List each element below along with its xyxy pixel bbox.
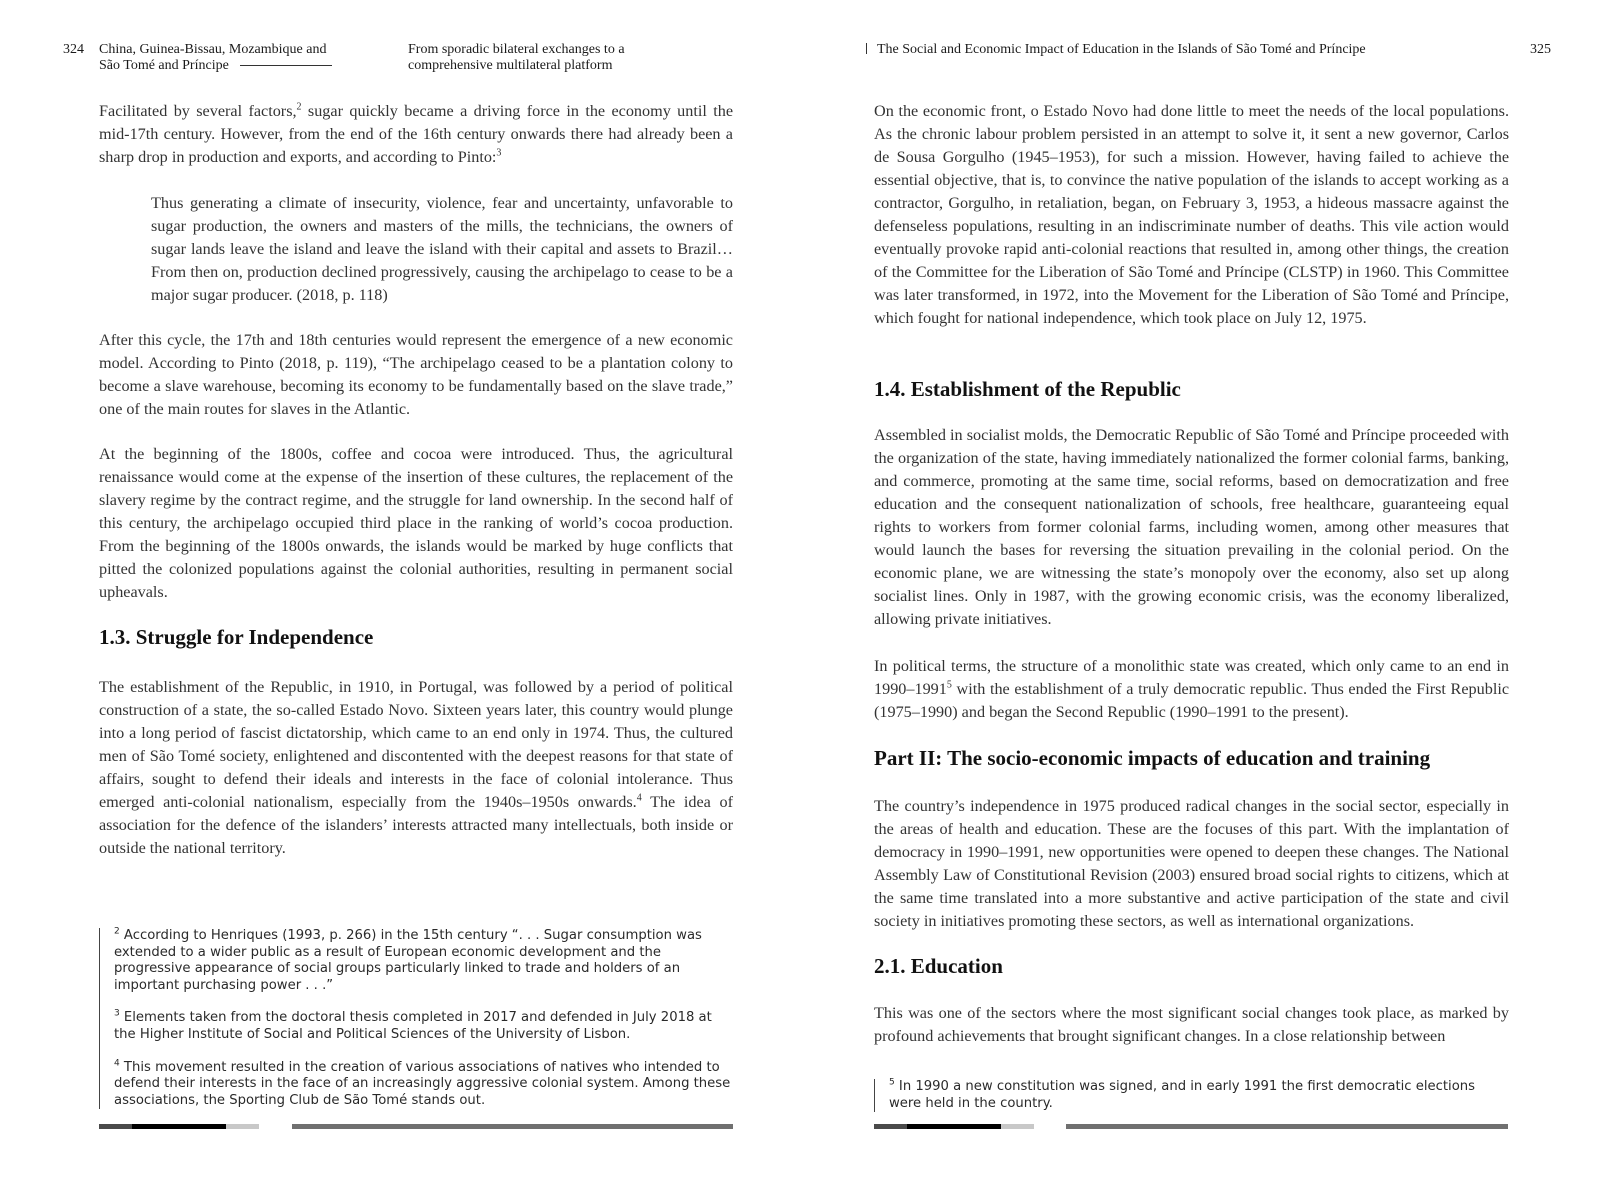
footer-bar-light	[226, 1124, 259, 1129]
footnotes-left	[99, 928, 734, 1109]
page-number-right: 325	[1530, 42, 1551, 57]
footer-bar-dark	[874, 1124, 907, 1129]
running-head-line-1: China, Guinea-Bissau, Mozambique and	[99, 42, 327, 57]
footnote-2: $^2$ According to Henriques (1993, p. 266) in the 15th century “. . . Sugar consumption was extended to a wider public as a result of European economic development and the progressive appearance of social groups particularly linked to trade and holders of an important purchasing power . . .”	[114, 926, 702, 993]
paragraph-r4: The country’s independence in 1975 produced radical changes in the social sector, especially in the areas of health and education. These are the focuses of this part. With the implantation of democracy in 1990–1991, new opportunities were opened to deepen these changes. The National Assembly Law of Constitutional Revision (2003) ensured broad social rights to citizens, which at the same time translated into a more substantive and active participation of the state and civil society in initiatives promoting these sectors, as well as international organizations.	[874, 797, 1509, 930]
footnotes-right	[874, 1079, 1509, 1112]
part-heading-2: Part II: The socio-economic impacts of education and training	[874, 746, 1431, 770]
running-head-divider	[866, 43, 867, 54]
footnote-4: $^4$ This movement resulted in the creation of various associations of natives who intended to defend their interests in the face of an increasingly aggressive colonial system. Among these associations, the Sporting Club de São Tomé stands out.	[114, 1058, 731, 1108]
paragraph-3: At the beginning of the 1800s, coffee and cocoa were introduced. Thus, the agricultural renaissance would come at the expense of the insertion of these cultures, the replacement of the slavery regime by the contract regime, and the struggle for land ownership. In the second half of this century, the archipelago occupied third place in the ranking of world’s cocoa production. From the beginning of the 1800s onwards, the islands would be marked by huge conflicts that pitted the colonized populations against the colonial authorities, resulting in permanent social upheavals.	[99, 445, 733, 601]
paragraph-4: The establishment of the Republic, in 1910, in Portugal, was followed by a period of political construction of a state, the so-called Estado Novo. Sixteen years later, this country would plunge into a long period of fascist dictatorship, which came to an end only in 1974. Thus, the cultured men of São Tomé society, enlightened and discontented with the deepest reasons for that state of affairs, sought to defend their ideals and interests in the face of colonial intolerance. Thus emerged anti-colonial nationalism, especially from the 1940s–1950s onwards.$^4$ The idea of association for the defence of the islanders’ interests attracted many intellectuals, both inside or outside the national territory.	[99, 678, 733, 857]
footer-bar-light	[1001, 1124, 1034, 1129]
paragraph-r5: This was one of the sectors where the most significant social changes took place, as marked by profound achievements that brought significant changes. In a close relationship between	[874, 1004, 1509, 1045]
left-page	[0, 0, 780, 1200]
blockquote: Thus generating a climate of insecurity, violence, fear and uncertainty, unfavorable to sugar production, the owners and masters of the mills, the technicians, the owners of sugar lands leave the island and leave the island with their capital and assets to Brazil… From then on, production declined progressively, causing the archipelago to cease to be a major sugar producer. (2018, p. 118)	[151, 194, 733, 304]
paragraph-2: After this cycle, the 17th and 18th centuries would represent the emergence of a new economic model. According to Pinto (2018, p. 119), “The archipelago ceased to be a plantation colony to become a slave warehouse, becoming its economy to be fundamentally based on the slave trade,” one of the main routes for slaves in the Atlantic.	[99, 331, 733, 418]
footnote-ref-2[interactable]: 2	[296, 101, 302, 113]
footnote-5: $^5$ In 1990 a new constitution was signed, and in early 1991 the first democratic elections were held in the country.	[889, 1077, 1476, 1111]
running-head-line-2: São Tomé and Príncipe	[99, 58, 332, 74]
paragraph-r3: In political terms, the structure of a monolithic state was created, which only came to an end in 1990–1991$^5$ with the establishment of a truly democratic republic. Thus ended the First Republic (1975–1990) and began the Second Republic (1990–1991 to the present).	[874, 657, 1509, 721]
paragraph-r1: On the economic front, o Estado Novo had done little to meet the needs of the local populations. As the chronic labour problem persisted in an attempt to solve it, it sent a new governor, Carlos de Sousa Gorgulho (1945–1953), for such a mission. However, having failed to achieve the essential objective, that is, to convince the native population of the islands to accept working as a contractor, Gorgulho, in retaliation, began, on February 3, 1953, a hideous massacre against the defenseless populations, resulting in an indiscriminate number of deaths. This vile action would eventually provoke rapid anti-colonial reactions that resulted in, among other things, the creation of the Committee for the Liberation of São Tomé and Príncipe (CLSTP) in 1960. This Committee was later transformed, in 1972, into the Movement for the Liberation of São Tomé and Príncipe, which fought for national independence, which took place on July 12, 1975.	[874, 102, 1509, 327]
right-page	[800, 0, 1600, 1200]
page-number-left: 324	[63, 42, 84, 57]
running-head-rule	[240, 65, 332, 66]
section-heading-1-4: 1.4. Establishment of the Republic	[874, 377, 1181, 401]
footnote-ref-5[interactable]: 5	[946, 679, 952, 691]
footer-bar-gray	[292, 1124, 733, 1129]
footer-bar-black	[907, 1124, 1001, 1129]
running-head-chapter: The Social and Economic Impact of Education in the Islands of São Tomé and Príncipe	[866, 42, 1366, 58]
section-heading-1-3: 1.3. Struggle for Independence	[99, 625, 374, 649]
paragraph-1: Facilitated by several factors,$^2$ sugar quickly became a driving force in the economy until the mid-17th century. However, from the end of the 16th century onwards there had already been a sharp drop in production and exports, and according to Pinto:$^3$	[99, 101, 733, 166]
footer-bar-gray	[1066, 1124, 1508, 1129]
footer-bar-black	[132, 1124, 226, 1129]
footnote-ref-3[interactable]: 3	[496, 147, 502, 159]
footnote-3: $^3$ Elements taken from the doctoral thesis completed in 2017 and defended in July 2018 at the Higher Institute of Social and Political Sciences of the University of Lisbon.	[114, 1008, 712, 1042]
section-heading-2-1: 2.1. Education	[874, 954, 1003, 978]
footer-bar-dark	[99, 1124, 132, 1129]
running-head-book-title	[99, 42, 332, 74]
footnote-ref-4[interactable]: 4	[636, 792, 642, 804]
paragraph-r2: Assembled in socialist molds, the Democratic Republic of São Tomé and Príncipe proceeded with the organization of the state, having immediately nationalized the former colonial farms, banking, and commerce, promoting at the same time, social reforms, based on democratization and free education and the consequent nationalization of schools, free healthcare, guaranteeing equal rights to workers from former colonial farms, including women, among other measures that would launch the bases for reversing the situation prevailing in the colonial period. On the economic plane, we are witnessing the state’s monopoly over the economy, also set up along socialist lines. Only in 1987, with the growing economic crisis, was the economy liberalized, allowing private initiatives.	[874, 426, 1509, 628]
running-head-part-title: From sporadic bilateral exchanges to a comprehensive multilateral platform	[408, 42, 625, 73]
